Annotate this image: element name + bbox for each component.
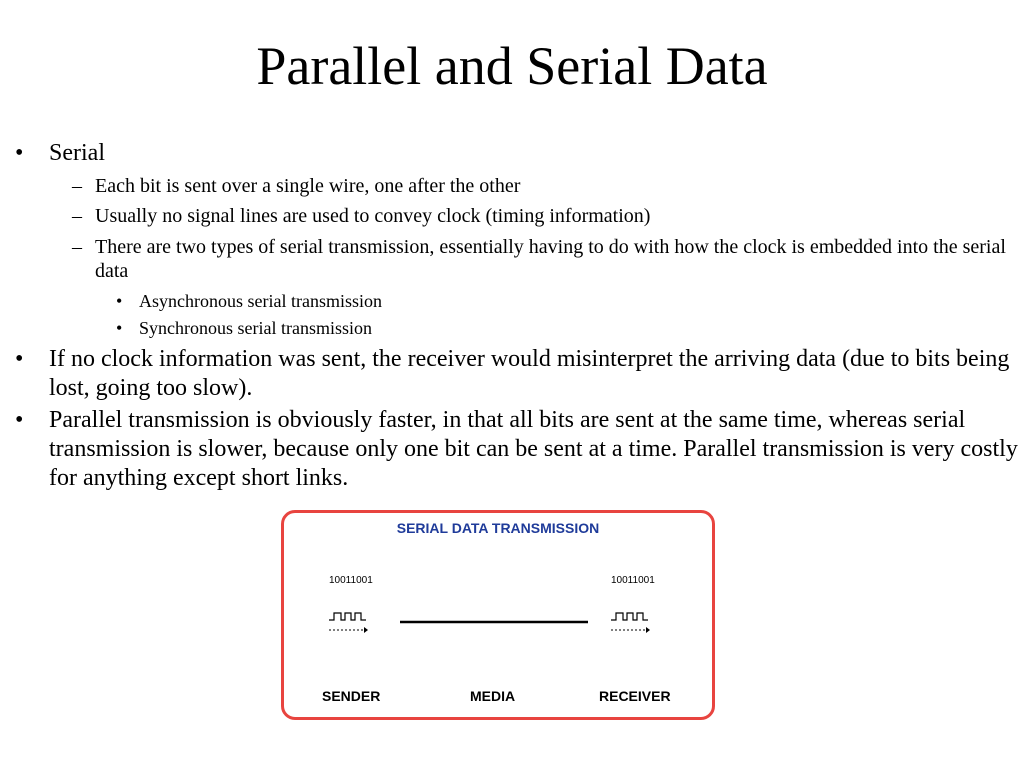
bullet-marker: • (116, 291, 123, 311)
subbullet-text: There are two types of serial transmission, essentially having to do with how the clock is embedded into the serial data (95, 236, 1006, 282)
slide-title: Parallel and Serial Data (256, 36, 768, 96)
serial-transmission-diagram (281, 510, 715, 720)
dash-marker: – (72, 236, 82, 258)
subsubbullet-text: Asynchronous serial transmission (139, 291, 382, 311)
bullet-marker: • (116, 318, 123, 338)
sender-waveform-icon (328, 609, 368, 637)
bullet-text: Parallel transmission is obviously faster, in that all bits are sent at the same time, whereas serial transmission is slower, because only one bit can be sent at a time. Parallel transmission is very costly for anything except short links. (49, 407, 1018, 491)
subsubbullet-text: Synchronous serial transmission (139, 318, 372, 338)
media-line (398, 619, 590, 625)
receiver-label: RECEIVER (599, 688, 671, 704)
receiver-bits: 10011001 (611, 575, 655, 586)
bullet-marker: • (15, 140, 24, 166)
sender-bits: 10011001 (329, 575, 373, 586)
bullet-text: If no clock information was sent, the receiver would misinterpret the arriving data (due to bits being lost, going too slow). (49, 346, 1010, 401)
receiver-waveform-icon (610, 609, 650, 637)
sender-label: SENDER (322, 688, 381, 704)
subbullet-text: Each bit is sent over a single wire, one after the other (95, 175, 521, 197)
bullet-marker: • (15, 346, 24, 372)
bullet-marker: • (15, 407, 24, 433)
media-label: MEDIA (470, 688, 516, 704)
dash-marker: – (72, 175, 82, 197)
subbullet-text: Usually no signal lines are used to convey clock (timing information) (95, 205, 651, 227)
diagram-title: SERIAL DATA TRANSMISSION (396, 520, 600, 536)
bullet-text: Serial (49, 140, 105, 166)
dash-marker: – (72, 205, 82, 227)
